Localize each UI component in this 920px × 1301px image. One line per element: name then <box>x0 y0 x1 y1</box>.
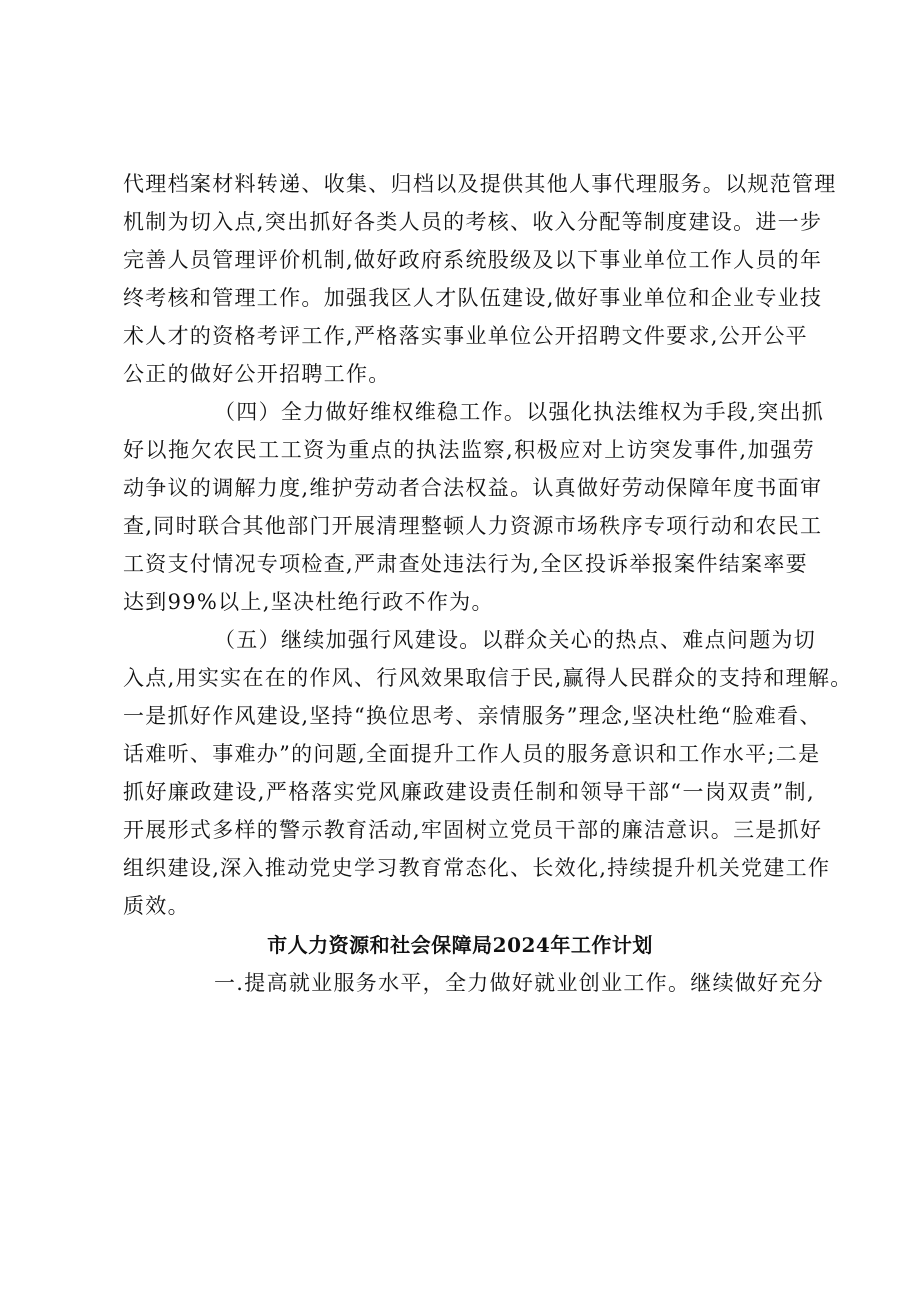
section-four-heading-line: （四）全力做好维权维稳工作。以强化执法维权为手段,突出抓 <box>214 400 825 424</box>
paragraph-line: 机制为切入点,突出抓好各类人员的考核、收入分配等制度建设。进一步 <box>123 210 823 234</box>
paragraph-line: 终考核和管理工作。加强我区人才队伍建设,做好事业单位和企业专业技 <box>123 286 823 310</box>
paragraph-line: 质效。 <box>123 894 190 918</box>
paragraph-line: 入点,用实实在在的作风、行风效果取信于民,赢得人民群众的支持和理解。 <box>123 666 853 690</box>
paragraph-line: 公正的做好公开招聘工作。 <box>123 362 391 386</box>
paragraph-line: 好以拖欠农民工工资为重点的执法监察,积极应对上访突发事件,加强劳 <box>123 438 815 462</box>
section-title: 市人力资源和社会保障局2024年工作计划 <box>267 933 653 957</box>
paragraph-line: 达到99%以上,坚决杜绝行政不作为。 <box>123 590 494 614</box>
paragraph-line: 完善人员管理评价机制,做好政府系统股级及以下事业单位工作人员的年 <box>123 248 823 272</box>
paragraph-line: 组织建设,深入推动党史学习教育常态化、长效化,持续提升机关党建工作 <box>123 856 831 880</box>
paragraph-line: 话难听、事难办”的问题,全面提升工作人员的服务意识和工作水平;二是 <box>123 742 821 766</box>
paragraph-line: 术人才的资格考评工作,严格落实事业单位公开招聘文件要求,公开公平 <box>123 324 808 348</box>
section-five-heading-line: （五）继续加强行风建设。以群众关心的热点、难点问题为切 <box>214 628 817 652</box>
paragraph-line: 抓好廉政建设,严格落实党风廉政建设责任制和领导干部“一岗双责”制, <box>123 780 815 804</box>
paragraph-line: 开展形式多样的警示教育活动,牢固树立党员干部的廉洁意识。三是抓好 <box>123 818 823 842</box>
paragraph-line: 一.提高就业服务水平，全力做好就业创业工作。继续做好充分 <box>214 971 825 995</box>
paragraph-line: 动争议的调解力度,维护劳动者合法权益。认真做好劳动保障年度书面审 <box>123 476 823 500</box>
paragraph-line: 代理档案材料转递、收集、归档以及提供其他人事代理服务。以规范管理 <box>123 172 837 196</box>
paragraph-line: 查,同时联合其他部门开展清理整顿人力资源市场秩序专项行动和农民工 <box>123 514 823 538</box>
paragraph-line: 工资支付情况专项检查,严肃查处违法行为,全区投诉举报案件结案率要 <box>123 552 808 576</box>
paragraph-line: 一是抓好作风建设,坚持“换位思考、亲情服务”理念,坚决杜绝“脸难看、 <box>123 704 822 728</box>
